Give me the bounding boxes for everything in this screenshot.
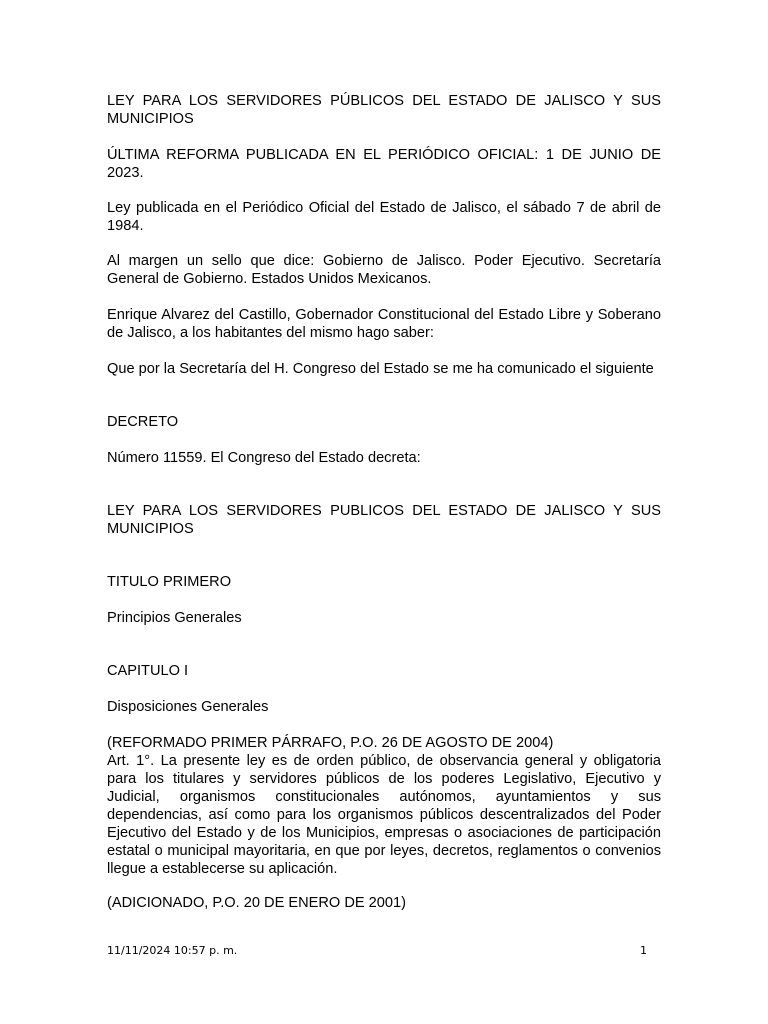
publication-note: Ley publicada en el Periódico Oficial del Estado de Jalisco, el sábado 7 de abril de 1984. bbox=[107, 200, 661, 234]
governor-paragraph: Enrique Alvarez del Castillo, Gobernador Constitucional del Estado Libre y Soberano de Jalisco, a los habitantes del mismo hago saber: bbox=[107, 307, 661, 341]
law-title: LEY PARA LOS SERVIDORES PÚBLICOS DEL ESTADO DE JALISCO Y SUS MUNICIPIOS bbox=[107, 93, 661, 127]
addition-note: (ADICIONADO, P.O. 20 DE ENERO DE 2001) bbox=[107, 895, 406, 911]
chapter-subheading: Disposiciones Generales bbox=[107, 699, 269, 715]
title-subheading: Principios Generales bbox=[107, 610, 242, 626]
title-heading: TITULO PRIMERO bbox=[107, 574, 232, 590]
last-reform-note: ÚLTIMA REFORMA PUBLICADA EN EL PERIÓDICO OFICIAL: 1 DE JUNIO DE 2023. bbox=[107, 147, 661, 181]
chapter-heading: CAPITULO I bbox=[107, 663, 189, 679]
law-title-repeat: LEY PARA LOS SERVIDORES PUBLICOS DEL ESTADO DE JALISCO Y SUS MUNICIPIOS bbox=[107, 503, 661, 537]
reform-note: (REFORMADO PRIMER PÁRRAFO, P.O. 26 DE AGOSTO DE 2004) bbox=[107, 735, 554, 751]
decree-heading: DECRETO bbox=[107, 414, 179, 430]
congress-paragraph: Que por la Secretaría del H. Congreso del Estado se me ha comunicado el siguiente bbox=[107, 361, 654, 377]
footer-date: 11/11/2024 10:57 p. m. bbox=[107, 944, 238, 957]
decree-number: Número 11559. El Congreso del Estado decreta: bbox=[107, 450, 421, 466]
seal-note: Al margen un sello que dice: Gobierno de Jalisco. Poder Ejecutivo. Secretaría General de Gobierno. Estados Unidos Mexicanos. bbox=[107, 253, 661, 287]
page-number: 1 bbox=[640, 944, 647, 957]
article-1: Art. 1°. La presente ley es de orden público, de observancia general y obligatoria para los titulares y servidores públicos de los poderes Legislativo, Ejecutivo y Judicial, organismos constitucionales autónomos, ayuntamientos y sus dependencias, así como para los organismos públicos descentralizados del Poder Ejecutivo del Estado y de los Municipios, empresas o asociaciones de participación estatal o municipal mayoritaria, en que por leyes, decretos, reglamentos o convenios llegue a establecerse su aplicación. bbox=[107, 753, 661, 877]
